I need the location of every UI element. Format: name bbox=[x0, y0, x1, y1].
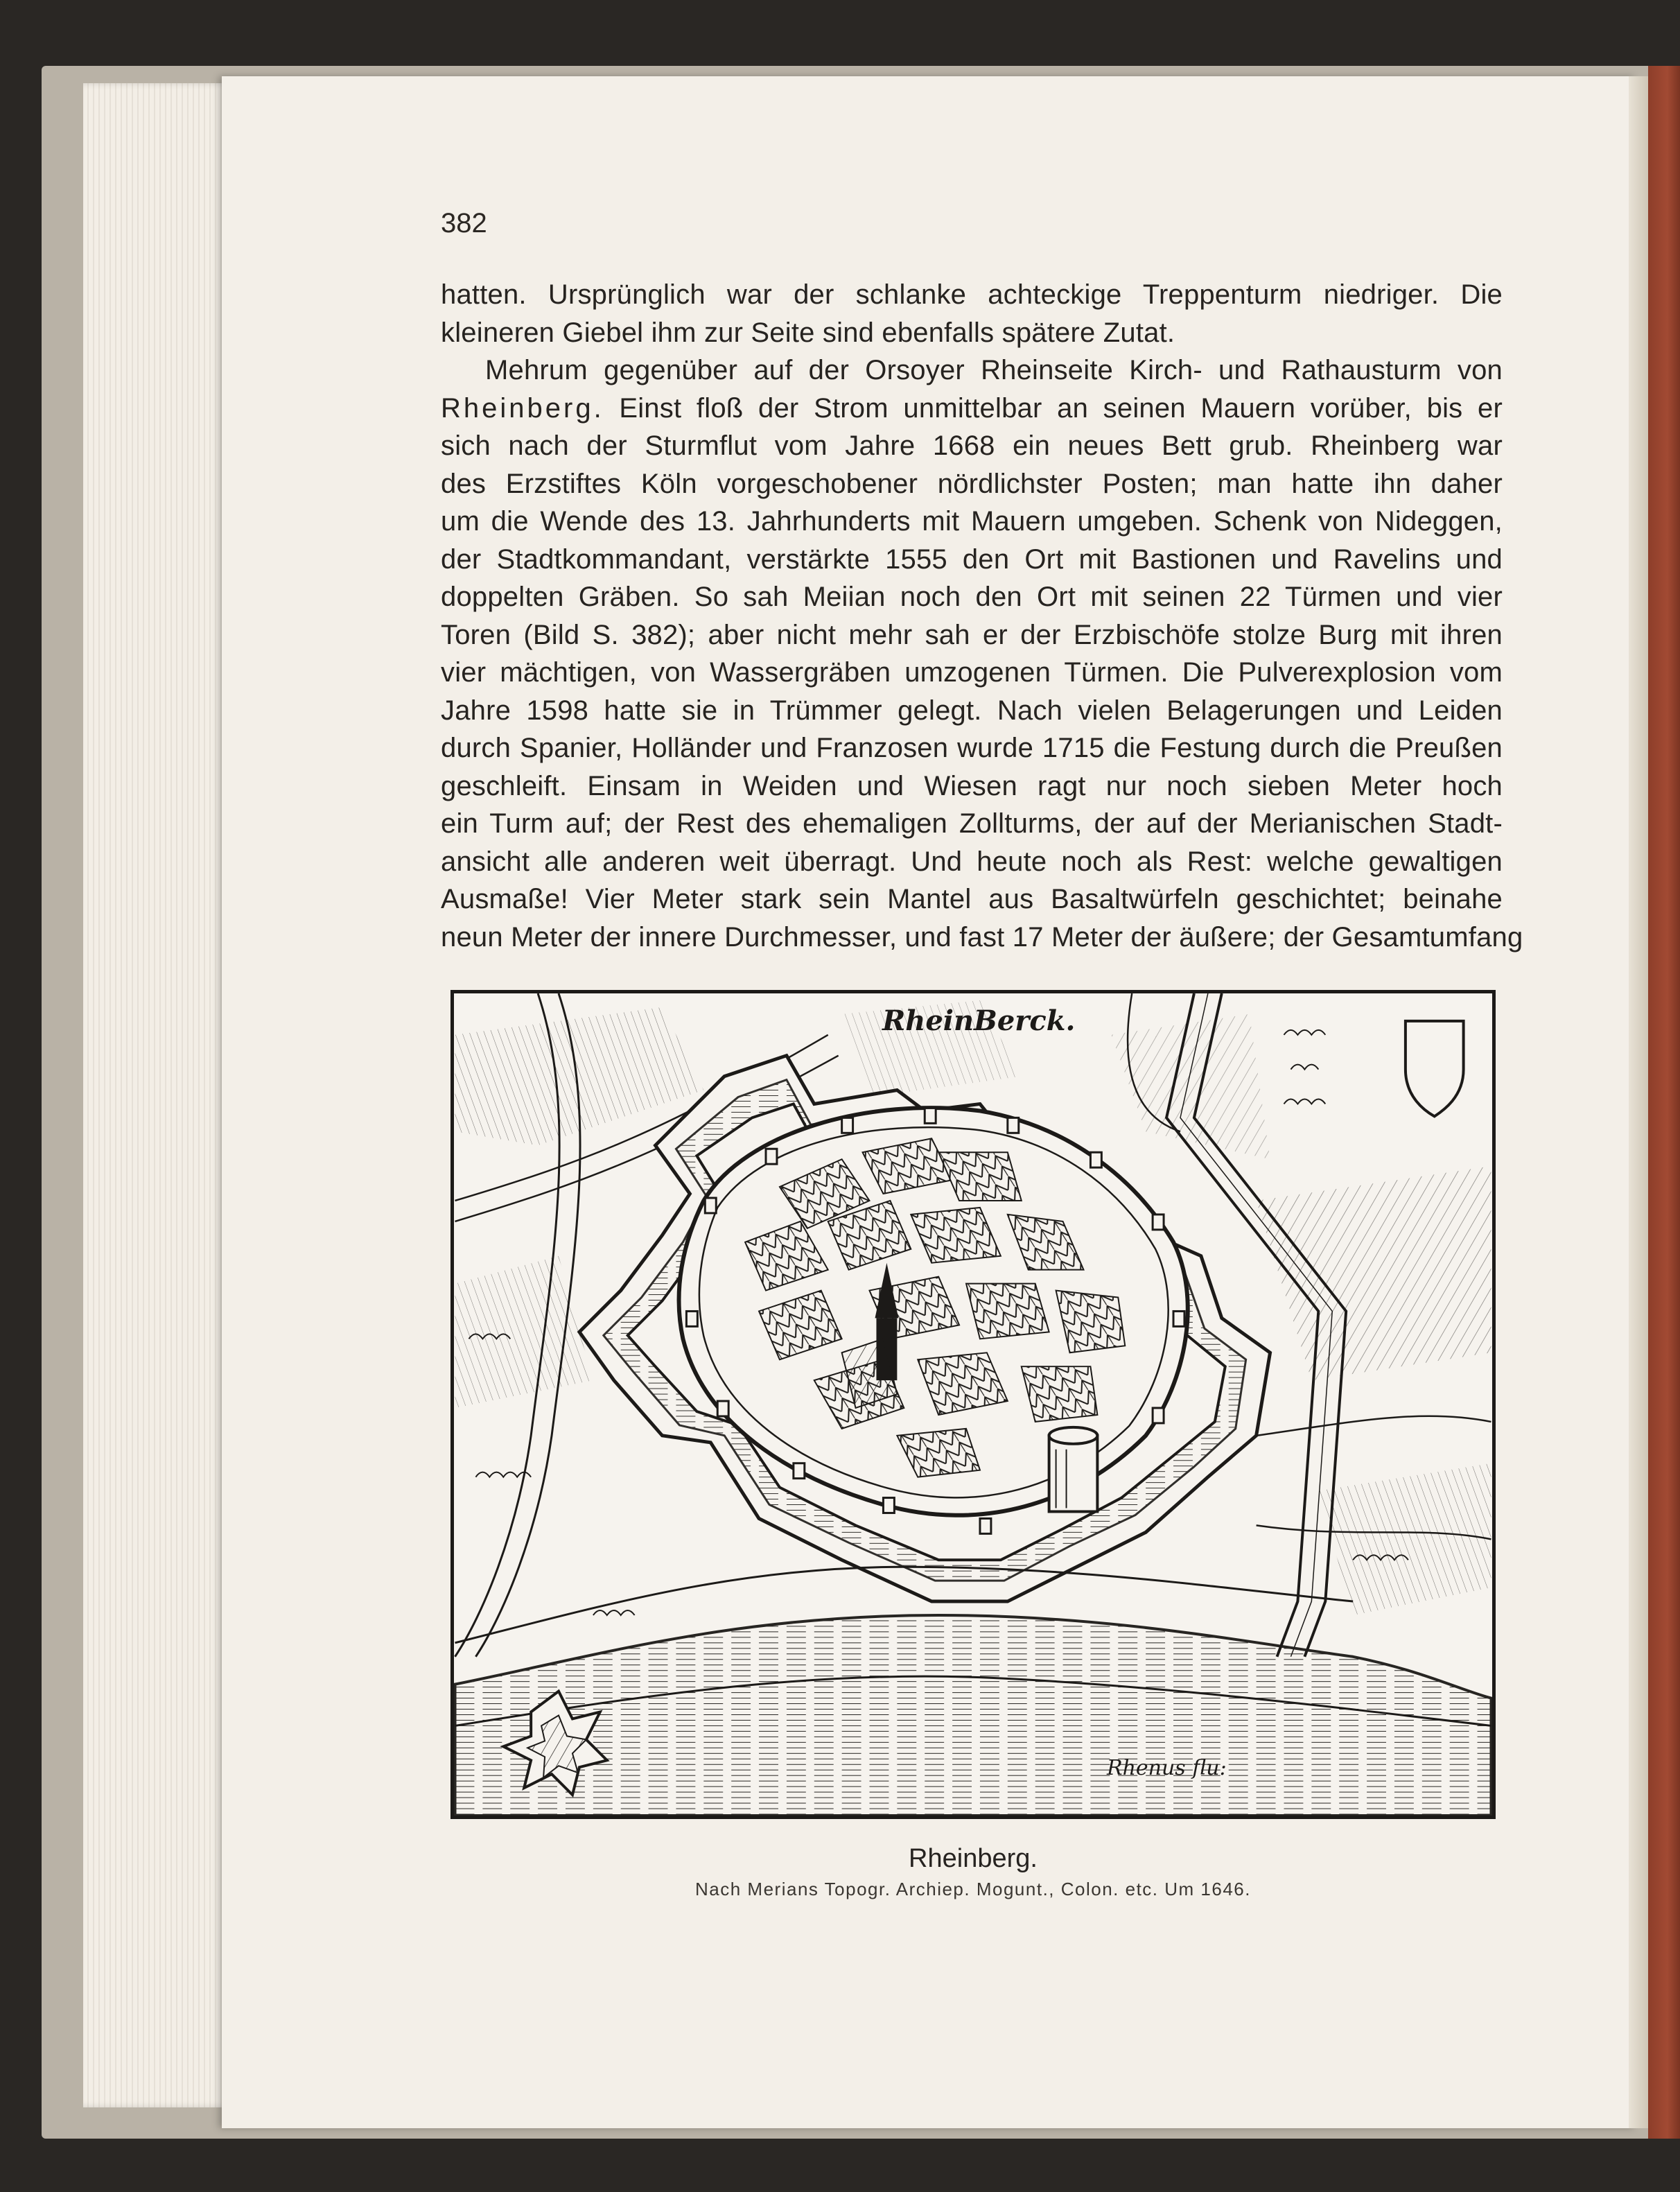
text-line bbox=[441, 390, 1503, 428]
text-line: Jahre 1598 hatte sie in Trümmer gelegt. Nach vielen Belagerungen und Leiden bbox=[441, 695, 1503, 726]
text-line: hatten. Ursprünglich war der schlanke achteckige Treppenturm niedriger. Die bbox=[441, 279, 1503, 310]
page-number: 382 bbox=[441, 208, 487, 238]
text-line: Ausmaße! Vier Meter stark sein Mantel aus Basaltwürfeln geschichtet; beinahe bbox=[441, 884, 1503, 914]
text-line-rest: Einst floß der Strom unmittelbar an seinen Mauern vorüber, bis er bbox=[619, 392, 1503, 424]
text-line: des Erzstiftes Köln vorgeschobener nördlichster Posten; man hatte ihn daher bbox=[441, 468, 1503, 499]
page-stack bbox=[83, 83, 243, 2107]
text-line: Mehrum gegenüber auf der Orsoyer Rheinseite Kirch- und Rathausturm von bbox=[485, 355, 1503, 385]
river-label: Rhenus flu: bbox=[1107, 1756, 1227, 1780]
fortress-map-illustration bbox=[454, 993, 1492, 1816]
text-line: um die Wende des 13. Jahrhunderts mit Mauern umgeben. Schenk von Nideggen, bbox=[441, 506, 1503, 537]
text-line: der Stadtkommandant, verstärkte 1555 den Ort mit Bastionen und Ravelins und bbox=[441, 543, 1503, 575]
map-figure bbox=[450, 990, 1496, 1819]
text-line: durch Spanier, Holländer und Franzosen wurde 1715 die Festung durch die Preußen bbox=[441, 733, 1503, 763]
text-line: sich nach der Sturmflut vom Jahre 1668 ein neues Bett grub. Rheinberg war bbox=[441, 430, 1503, 461]
text-line: vier mächtigen, von Wassergräben umzogenen Türmen. Die Pulverexplosion vom bbox=[441, 657, 1503, 688]
text-line: neun Meter der innere Durchmesser, und fast 17 Meter der äußere; der Gesamtumfang bbox=[441, 921, 1523, 953]
text-line: ein Turm auf; der Rest des ehemaligen Zollturms, der auf der Merianischen Stadt- bbox=[441, 808, 1503, 839]
text-line: Toren (Bild S. 382); aber nicht mehr sah er der Erzbischöfe stolze Burg mit ihren bbox=[441, 619, 1503, 650]
book-cover-edge bbox=[1648, 66, 1680, 2139]
page-edge bbox=[1629, 76, 1648, 2128]
figure-caption-source: Nach Merians Topogr. Archiep. Mogunt., Colon. etc. Um 1646. bbox=[695, 1879, 1251, 1899]
text-line: kleineren Giebel ihm zur Seite sind ebenfalls spätere Zutat. bbox=[441, 317, 1175, 348]
text-line: doppelten Gräben. So sah Meiian noch den Ort mit seinen 22 Türmen und vier bbox=[441, 582, 1503, 612]
figure-caption-title: Rheinberg. bbox=[909, 1844, 1038, 1873]
text-line: ansicht alle anderen weit überragt. Und heute noch als Rest: welche gewaltigen bbox=[441, 846, 1503, 877]
text-line: geschleift. Einsam in Weiden und Wiesen ragt nur noch sieben Meter hoch bbox=[441, 770, 1503, 801]
spaced-place-name: Rheinberg. bbox=[441, 392, 604, 424]
map-title: RheinBerck. bbox=[882, 1004, 1076, 1037]
body-text bbox=[441, 276, 1523, 956]
